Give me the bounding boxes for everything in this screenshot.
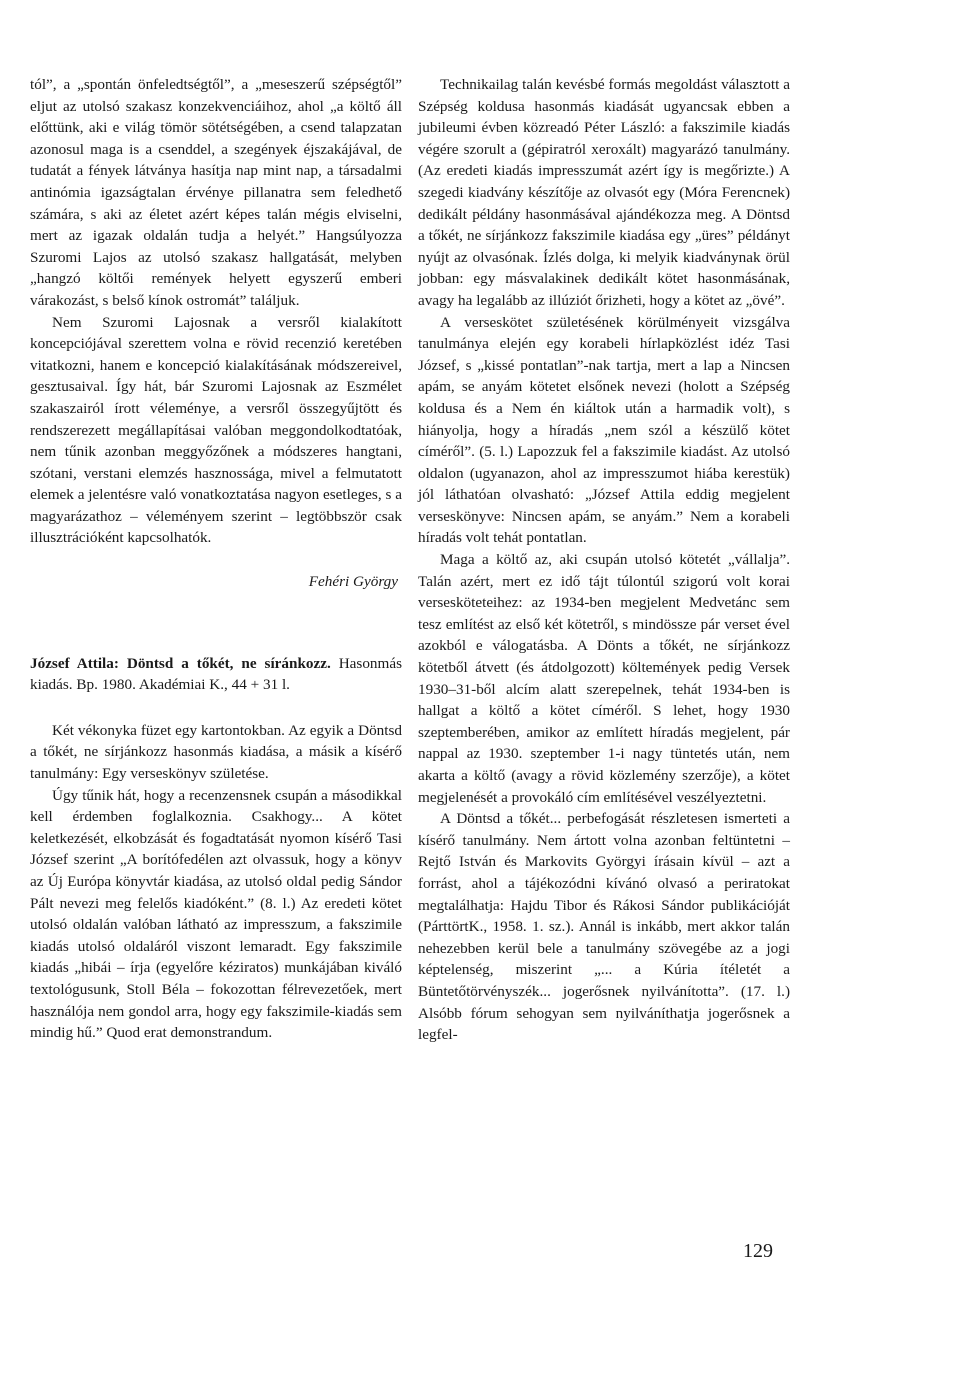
review-heading-details: Hasonmás kiadás. Bp. 1980. Akadémiai K., 44 + 31 l. [30,654,402,694]
right-paragraph-2: A verseskötet születésének körülményeit vizsgálva tanulmánya elején egy korabeli hírlapközlést idéz Tasi József, s „kissé pontatlan”-nak tartja, mert a lap a Nincsen apám, se anyám kötetet elsőnek nevezi (holott a Szépség koldusa és a Nem én kiáltok után a harmadik volt), s hiányolja, hogy a híradás „nem szól a készülő kötet címéről”. (5. l.) Lapozzuk fel a fakszimile kiadást. Az utolsó oldalon (ugyanazon, ahol az impresszumot hiába kerestük) jól láthatóan olvasható: „József Attila eddig megjelent verseskönyve: Nincsen apám, se anyám.” Nem a korabeli híradás volt tehát pontatlan. [418,313,790,547]
right-column [418,74,790,1046]
left-column [30,74,402,1044]
author-signature: Fehéri György [308,573,398,591]
review-heading-title: József Attila: Döntsd a tőkét, ne síránkozz. [30,654,331,672]
left-paragraph-2: Nem Szuromi Lajosnak a versről kialakított koncepciójával szerettem volna e rövid recenzió keretében vitatkozni, hanem e koncepció kialakításának módszereivel, gesztusaival. Így hát, bár Szuromi Lajosnak az Eszmélet szakaszairól írott véleménye, a versről összegyűjtött és rendszerezett megállapításai valóban meggondolkodtatóak, nem tűnik azonban meggyőzőnek a módszeres hangtani, szótani, verstani elemzés hasznossága, mivel a felmutatott elemek a jelentésre való vonatkoztatása nagyon esetleges, s a magyarázathoz – véleményem szerint – legtöbbször csak illusztrációként kapcsolhatók. [30,313,402,547]
left-paragraph-1: tól”, a „spontán önfeledtségtől”, a „meseszerű szépségtől” eljut az utolsó szakasz konzekvenciáihoz, ahol „a költő áll előttünk, aki e világ tömör sötétségében, a csend talapzatan azonosul maga is a csenddel, a szegények éjszakájával, de tudatát a fények látványa hasítja nap mint nap, a társadalmi antinómia igazságtalan érvénye pillanatra sem feledhető számára, s aki az életet azért képes talán mégis elviselni, mert az igazak oldalán tudja a helyét.” Hangsúlyozza Szuromi Lajos az utolsó szakasz hallgatását, melyben „hangzó költői remények helyett egyszerű emberi várakozást, s belső kínok ostromát” találjuk. [30,76,402,309]
left-paragraph-4: Úgy tűnik hát, hogy a recenzensnek csupán a másodikkal kell érdemben foglalkoznia. Csakhogy... A kötet keletkezését, elkobzását és fogadtatását nyomon kísérő Tasi József szerint „A borítófedélen azt olvassuk, hogy a könyv az Új Európa könyvtár kiadása, az utolsó oldal pedig Sándor Pált nevezi meg felelős kiadóként.” (8. l.) Az eredeti kötet utolsó oldalán valóban látható az impresszum, a fakszimile kiadás utolsó oldaláról viszont lemaradt. Egy fakszimile kiadás „hibái – írja (egyelőre kéziratos) munkájában kiváló textológusunk, Stoll Béla – fokozottan félrevezetőek, mert használója nem gondol arra, hogy egy fakszimile-kiadás sem mindig hű.” Quod erat demonstrandum. [30,786,402,1042]
page-number: 129 [743,1240,773,1262]
right-paragraph-1: Technikailag talán kevésbé formás megoldást választott a Szépség koldusa hasonmás kiadását ugyancsak ebben a jubileumi évben közreadó Péter László: a fakszimile kiadás végére szorult a (gépiratról xeroxált) magyarázó tanulmány. (Az eredeti kiadás impresszumát azért így is megőrizte.) A szegedi kiadvány készítője az olvasót egy (Móra Ferencnek) dedikált példány hasonmásával ajándékozza meg. A Döntsd a tőkét, ne sírjánkozz fakszimile kiadása egy „üres” példányt nyújt az olvasónak. Ízlés dolga, ki melyik kiadványnak örül jobban: egy másvalakinek dedikált kötet hasonmásának, avagy ha legalább az illúziót őrizheti, hogy a kötet az „övé”. [418,76,790,309]
right-paragraph-4: A Döntsd a tőkét... perbefogását részletesen ismerteti a kísérő tanulmány. Nem ártott volna azonban feltüntetni – Rejtő István és Markovits Györgyi írásain kívül – azt a forrást, ahol a tájékozódni kívánó olvasó a periratokat megtalálhatja: Hajdu Tibor és Rákosi Sándor publikációját (PárttörtK., 1958. 1. sz.). Annál is inkább, mert akkor talán nehezebben kerül bele a tanulmány szövegébe az a jogi képtelenség, miszerint „... a Kúria ítéletét a Büntetőtörvényszék... jogerősnek nyilvánította”. (17. l.) Alsóbb fórum sehogyan sem nyilváníthatja jogerősnek a legfel- [418,810,790,1044]
right-paragraph-3: Maga a költő az, aki csupán utolsó kötetét „vállalja”. Talán azért, mert ez idő tájt túlontúl szigorú volt korai versesköteteihez: az 1934-ben megjelent Medvetánc sem tesz említést az első két kötetről, s mindössze pár verset ével azokból e válogatásba. A Dönts a tőkét, ne sírjánkozz kötetből átvett (és átdolgozott) költemények pedig Versek 1930–31-ből alcím alatt szerepelnek, tehát 1934-ben is hallgat a költő a kötet címéről. S lehet, hogy 1930 szeptemberében, amikor az említett híradás megjelent, pár nappal az 1930. szeptember 1-i nagy tüntetés után, nem akarta a költő (avagy a rövid közlemény szerzője), a kötet megjelenését a provokáló cím említésével veszélyeztetni. [418,551,790,806]
review-heading [30,653,402,696]
left-paragraph-3: Két vékonyka füzet egy kartontokban. Az egyik a Döntsd a tőkét, ne sírjánkozz hasonmás kiadása, a másik a kísérő tanulmány: Egy verseskönyv születése. [30,721,402,783]
